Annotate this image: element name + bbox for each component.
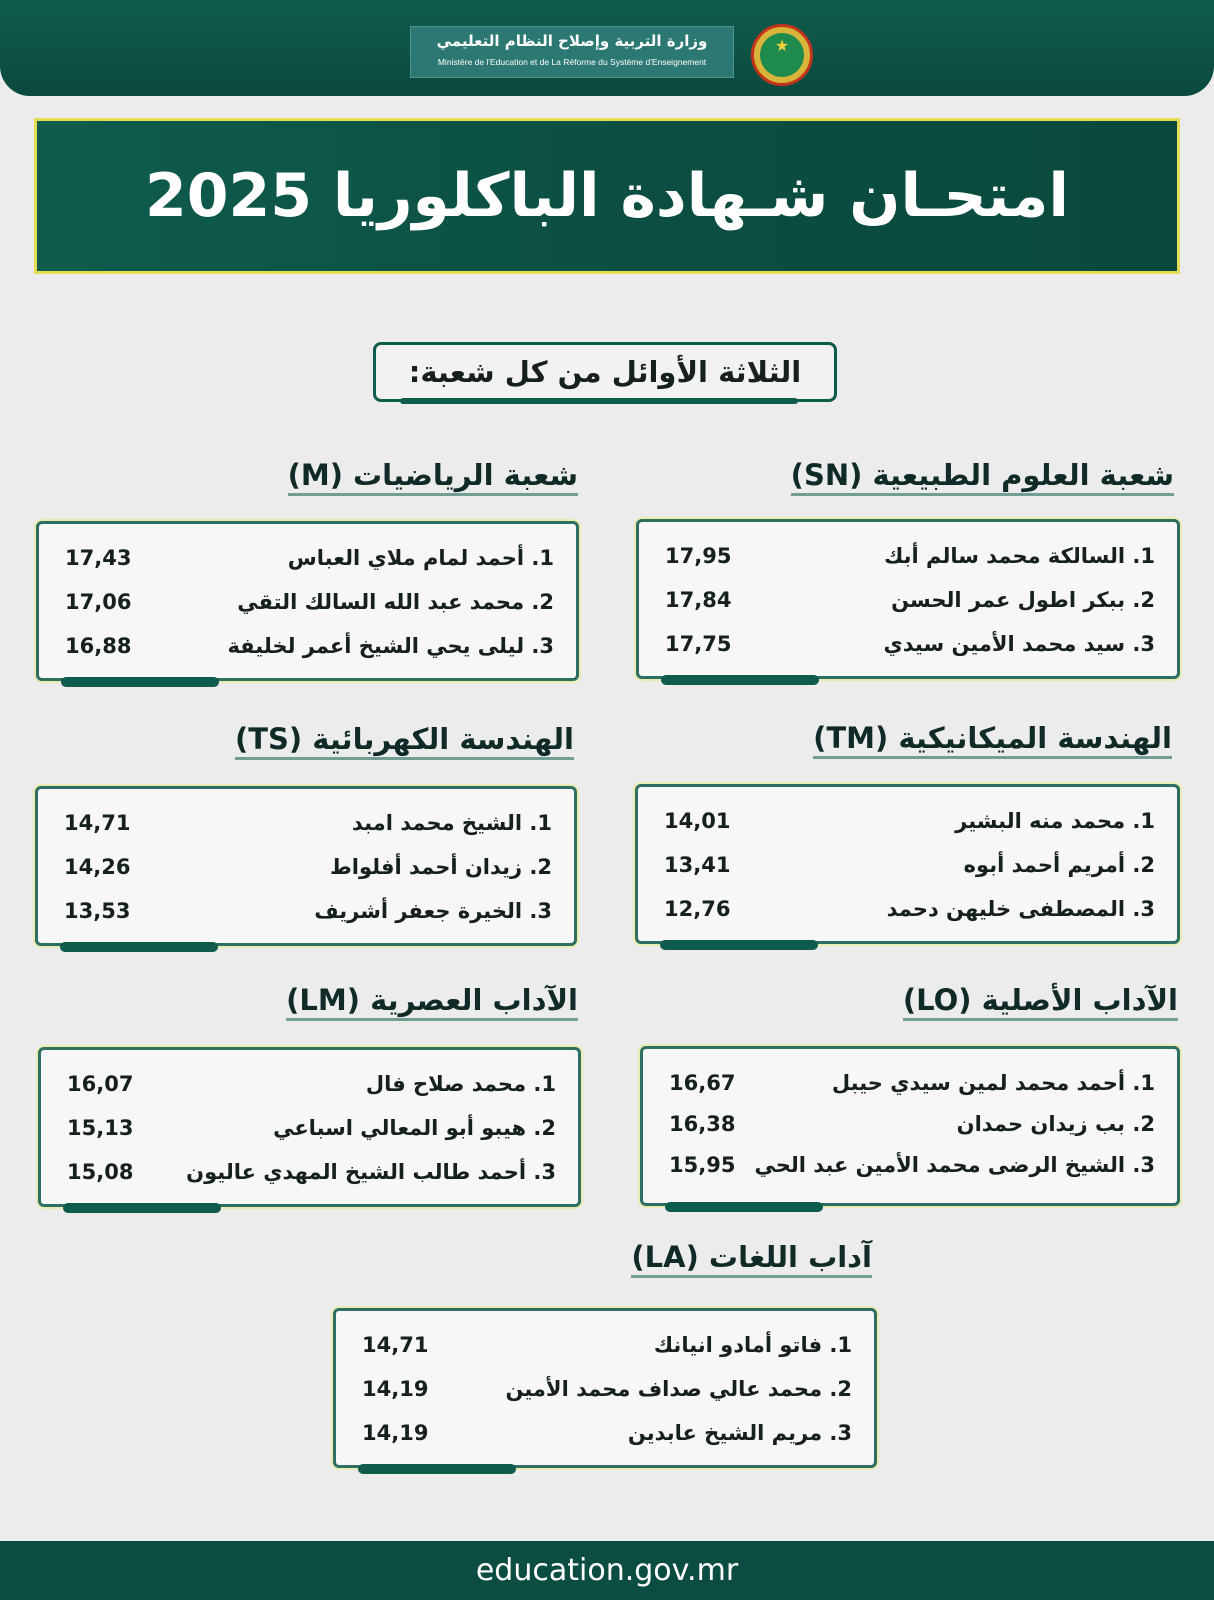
table-row [38, 845, 574, 889]
score: 15,95 [669, 1153, 736, 1177]
score: 14,71 [64, 811, 131, 835]
student-name: 2. ببكر اطول عمر الحسن [891, 588, 1155, 612]
results-card-lo [640, 1046, 1180, 1206]
score: 14,26 [64, 855, 131, 879]
ministry-name-fr: Ministère de l'Education et de La Réforme du Système d'Enseignement [437, 57, 707, 67]
subtitle-underline [400, 398, 798, 404]
card-accent-bar [660, 940, 818, 950]
score: 17,43 [65, 546, 132, 570]
score: 15,13 [67, 1116, 134, 1140]
student-name: 1. محمد صلاح فال [365, 1072, 556, 1096]
footer-url[interactable]: education.gov.mr [475, 1553, 739, 1588]
score: 14,71 [362, 1333, 429, 1357]
section-title-ts: الهندسة الكهربائية (TS) [234, 722, 574, 756]
student-name: 2. بب زيدان حمدان [956, 1112, 1155, 1136]
table-row [336, 1367, 874, 1411]
table-row [38, 889, 574, 933]
national-emblem-icon [751, 24, 813, 86]
card-accent-bar [61, 677, 219, 687]
card-accent-bar [60, 942, 218, 952]
results-card-lm [38, 1047, 581, 1207]
ministry-name-ar: وزارة التربية وإصلاح النظام التعليمي [436, 32, 708, 50]
table-row [336, 1323, 874, 1367]
score: 17,75 [665, 632, 732, 656]
score: 13,53 [64, 899, 131, 923]
section-title-m: شعبة الرياضيات (M) [287, 458, 578, 492]
ministry-logo-box [410, 26, 734, 78]
table-row [638, 799, 1177, 843]
score: 16,07 [67, 1072, 134, 1096]
table-row [41, 1106, 578, 1150]
student-name: 3. سيد محمد الأمين سيدي [883, 632, 1155, 656]
card-accent-bar [661, 675, 819, 685]
score: 12,76 [664, 897, 731, 921]
student-name: 3. الشيخ الرضى محمد الأمين عبد الحي [754, 1153, 1155, 1177]
table-row [39, 536, 576, 580]
score: 15,08 [67, 1160, 134, 1184]
card-accent-bar [63, 1203, 221, 1213]
table-row [41, 1150, 578, 1194]
table-row [638, 887, 1177, 931]
table-row [643, 1143, 1177, 1187]
table-row [39, 580, 576, 624]
section-title-la: آداب اللغات (LA) [631, 1240, 872, 1274]
table-row [38, 801, 574, 845]
table-row [639, 578, 1177, 622]
student-name: 1. أحمد محمد لمين سيدي حيبل [831, 1071, 1155, 1095]
student-name: 3. مريم الشيخ عابدين [627, 1421, 852, 1445]
table-row [39, 624, 576, 668]
results-card-m [36, 521, 579, 681]
table-row [41, 1062, 578, 1106]
subtitle: الثلاثة الأوائل من كل شعبة: [408, 355, 802, 389]
table-row [643, 1061, 1177, 1105]
section-title-lo: الآداب الأصلية (LO) [902, 983, 1178, 1017]
subtitle-box [373, 342, 837, 402]
score: 14,19 [362, 1421, 429, 1445]
student-name: 2. محمد عبد الله السالك التقي [237, 590, 554, 614]
table-row [638, 843, 1177, 887]
table-row [643, 1102, 1177, 1146]
table-row [336, 1411, 874, 1455]
student-name: 3. الخيرة جعفر أشريف [314, 899, 552, 923]
results-card-tm [635, 784, 1180, 944]
score: 14,19 [362, 1377, 429, 1401]
score: 16,67 [669, 1071, 736, 1095]
card-accent-bar [358, 1464, 516, 1474]
table-row [639, 622, 1177, 666]
card-accent-bar [665, 1202, 823, 1212]
score: 16,88 [65, 634, 132, 658]
student-name: 1. محمد منه البشير [955, 809, 1155, 833]
student-name: 3. أحمد طالب الشيخ المهدي عاليون [186, 1160, 556, 1184]
score: 13,41 [664, 853, 731, 877]
section-title-sn: شعبة العلوم الطبيعية (SN) [790, 458, 1174, 492]
section-title-lm: الآداب العصرية (LM) [286, 983, 578, 1017]
table-row [639, 534, 1177, 578]
score: 17,95 [665, 544, 732, 568]
page-title: امتحـان شـهادة الباكلوريا 2025 [145, 161, 1069, 231]
score: 17,06 [65, 590, 132, 614]
student-name: 3. المصطفى خليهن دحمد [886, 897, 1155, 921]
student-name: 1. أحمد لمام ملاي العباس [287, 546, 554, 570]
student-name: 2. زيدان أحمد أفلواط [330, 855, 552, 879]
score: 14,01 [664, 809, 731, 833]
crescent-star-icon: ★ [760, 33, 804, 77]
student-name: 1. الشيخ محمد امبد [352, 811, 552, 835]
student-name: 3. ليلى يحي الشيخ أعمر لخليفة [227, 634, 554, 658]
header-bar [0, 0, 1214, 96]
title-banner [34, 118, 1180, 274]
results-card-la [333, 1308, 877, 1468]
student-name: 1. السالكة محمد سالم أبك [884, 544, 1155, 568]
student-name: 2. هيبو أبو المعالي اسباعي [273, 1116, 556, 1140]
score: 16,38 [669, 1112, 736, 1136]
student-name: 2. أمريم أحمد أبوه [963, 853, 1155, 877]
student-name: 2. محمد عالي صداف محمد الأمين [505, 1377, 852, 1401]
results-card-ts [35, 786, 577, 946]
results-card-sn [636, 519, 1180, 679]
score: 17,84 [665, 588, 732, 612]
footer-bar [0, 1541, 1214, 1600]
section-title-tm: الهندسة الميكانيكية (TM) [813, 721, 1172, 755]
student-name: 1. فاتو أمادو انيانك [653, 1333, 852, 1357]
